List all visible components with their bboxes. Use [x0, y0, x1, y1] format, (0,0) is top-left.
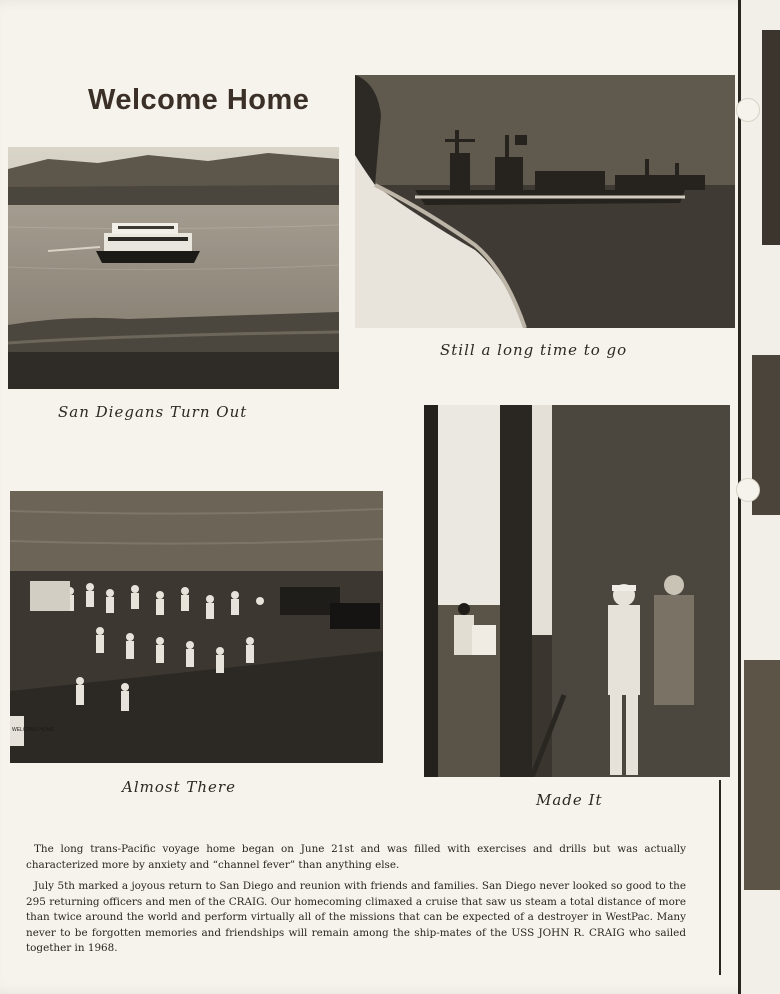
pier-sign-text: WELCOME HOME [12, 727, 55, 733]
ships-photo [355, 75, 735, 328]
ships-caption: Still a long time to go [440, 341, 628, 359]
article-paragraph-2: July 5th marked a joyous return to San Diego and reunion with friends and families. San Diego never looked so good to the 295 returning officers and men of the CRAIG. Our homecoming climaxed a cruise that saw us steam a total distance of more than twice around the world and perform virtually all of the missions that can be expected of a destroyer in WestPac. Many never to be forgotten memories and friendships will remain among the ship-mates of the USS JOHN R. CRAIG who sailed together in 1968. [26, 880, 686, 954]
page-title: Welcome Home [88, 84, 310, 116]
ferry-caption: San Diegans Turn Out [58, 403, 248, 421]
pier-crowd-photo [10, 491, 383, 763]
binding-hole-top [736, 98, 760, 122]
pier-crowd-caption: Almost There [122, 778, 236, 796]
officers-deck-photo [424, 405, 730, 777]
column-rule [719, 780, 721, 975]
ferry-photo [8, 147, 339, 389]
binding-hole-bottom [736, 478, 760, 502]
article-paragraph-1: The long trans-Pacific voyage home began on June 21st and was filled with exercises and drills but was actually characterized more by anxiety and “channel fever” than anything else. [26, 843, 686, 871]
officers-deck-caption: Made It [536, 791, 603, 809]
article-body [26, 842, 686, 963]
